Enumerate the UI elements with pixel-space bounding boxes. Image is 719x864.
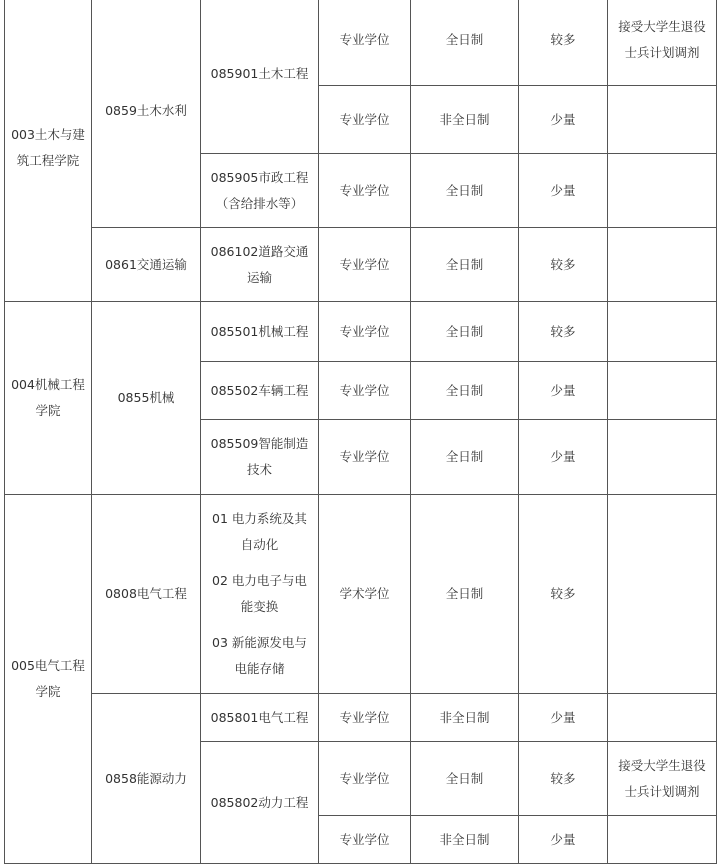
- research-direction: 03 新能源发电与电能存储: [212, 635, 307, 676]
- admissions-table: [4, 0, 717, 864]
- note-cell: [608, 154, 717, 228]
- major-cell: 085509智能制造技术: [201, 420, 319, 495]
- quota-cell: 较多: [519, 0, 608, 86]
- quota-cell: 少量: [519, 362, 608, 420]
- table-row: [5, 228, 717, 302]
- study-mode-cell: 全日制: [411, 302, 519, 362]
- quota-cell: 少量: [519, 86, 608, 154]
- degree-type-cell: 专业学位: [319, 816, 411, 864]
- study-mode-cell: 全日制: [411, 0, 519, 86]
- note-cell: [608, 694, 717, 742]
- note-cell: [608, 302, 717, 362]
- degree-type-cell: 专业学位: [319, 302, 411, 362]
- table-row: [5, 694, 717, 742]
- degree-type-cell: 专业学位: [319, 694, 411, 742]
- quota-cell: 少量: [519, 816, 608, 864]
- table-row: [5, 302, 717, 362]
- degree-type-cell: 专业学位: [319, 420, 411, 495]
- degree-type-cell: 专业学位: [319, 154, 411, 228]
- discipline-cell: 0858能源动力: [92, 694, 201, 864]
- degree-type-cell: 专业学位: [319, 0, 411, 86]
- study-mode-cell: 非全日制: [411, 816, 519, 864]
- major-cell: 086102道路交通运输: [201, 228, 319, 302]
- study-mode-cell: 非全日制: [411, 86, 519, 154]
- college-cell: 003土木与建筑工程学院: [5, 0, 92, 302]
- note-cell: [608, 228, 717, 302]
- study-mode-cell: 全日制: [411, 362, 519, 420]
- note-cell: [608, 420, 717, 495]
- major-cell: 085802动力工程: [201, 742, 319, 864]
- major-cell: 085901土木工程: [201, 0, 319, 154]
- degree-type-cell: 专业学位: [319, 362, 411, 420]
- major-cell: 085501机械工程: [201, 302, 319, 362]
- quota-cell: 较多: [519, 495, 608, 694]
- note-cell: 接受大学生退役士兵计划调剂: [608, 0, 717, 86]
- table-row: [5, 0, 717, 86]
- quota-cell: 较多: [519, 302, 608, 362]
- quota-cell: 少量: [519, 694, 608, 742]
- major-cell: 085502车辆工程: [201, 362, 319, 420]
- degree-type-cell: 专业学位: [319, 228, 411, 302]
- major-cell: 085801电气工程: [201, 694, 319, 742]
- study-mode-cell: 全日制: [411, 420, 519, 495]
- quota-cell: 较多: [519, 742, 608, 816]
- degree-type-cell: 学术学位: [319, 495, 411, 694]
- note-cell: [608, 816, 717, 864]
- college-cell: 004机械工程学院: [5, 302, 92, 495]
- research-directions-cell: [201, 495, 319, 694]
- note-cell: 接受大学生退役士兵计划调剂: [608, 742, 717, 816]
- study-mode-cell: 全日制: [411, 228, 519, 302]
- study-mode-cell: 全日制: [411, 154, 519, 228]
- note-cell: [608, 495, 717, 694]
- quota-cell: 少量: [519, 420, 608, 495]
- degree-type-cell: 专业学位: [319, 742, 411, 816]
- college-cell: 005电气工程学院: [5, 495, 92, 864]
- study-mode-cell: 全日制: [411, 495, 519, 694]
- note-cell: [608, 362, 717, 420]
- research-direction: 01 电力系统及其自动化: [212, 511, 307, 552]
- degree-type-cell: 专业学位: [319, 86, 411, 154]
- note-cell: [608, 86, 717, 154]
- study-mode-cell: 全日制: [411, 742, 519, 816]
- study-mode-cell: 非全日制: [411, 694, 519, 742]
- discipline-cell: 0808电气工程: [92, 495, 201, 694]
- discipline-cell: 0859土木水利: [92, 0, 201, 228]
- discipline-cell: 0855机械: [92, 302, 201, 495]
- quota-cell: 较多: [519, 228, 608, 302]
- discipline-cell: 0861交通运输: [92, 228, 201, 302]
- table-row: [5, 495, 717, 694]
- quota-cell: 少量: [519, 154, 608, 228]
- research-direction: 02 电力电子与电能变换: [212, 573, 307, 614]
- major-cell: 085905市政工程（含给排水等）: [201, 154, 319, 228]
